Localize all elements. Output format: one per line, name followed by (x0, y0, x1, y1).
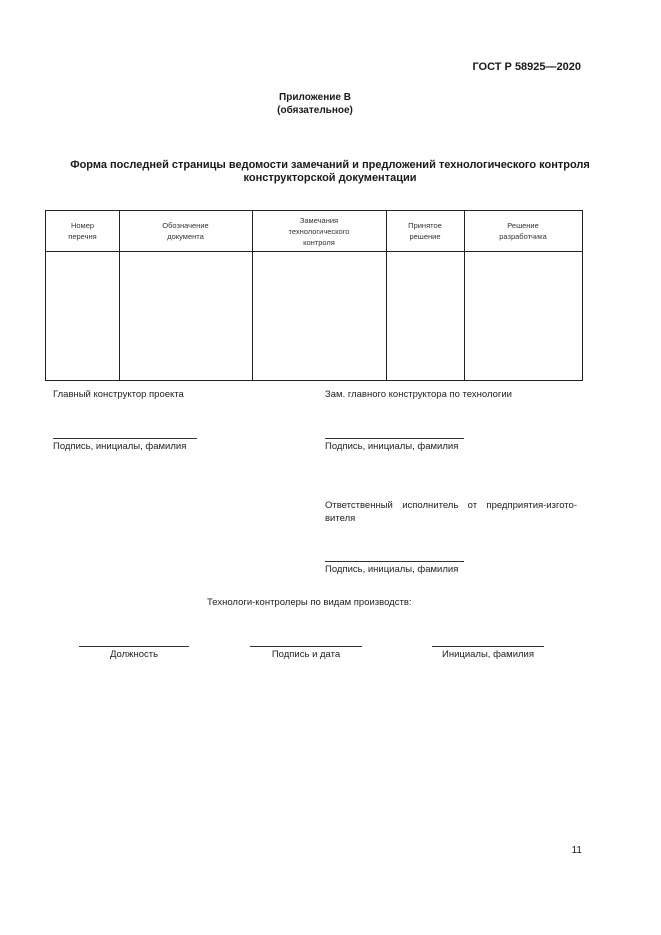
standard-number: ГОСТ Р 58925—2020 (472, 61, 581, 73)
chief-designer-caption: Подпись, инициалы, фамилия (53, 441, 187, 452)
signature-line (325, 438, 464, 439)
table-header-cell: Решение разработчика (499, 221, 547, 241)
table-header-cell: Обозначение документа (162, 221, 209, 241)
signature-line (53, 438, 197, 439)
position-caption: Должность (109, 649, 159, 660)
form-title-line-2: конструкторской документации (243, 172, 417, 184)
controllers-label: Технологи-контролеры по видам производств: (207, 597, 412, 608)
signature-line (250, 646, 362, 647)
deputy-designer-label: Зам. главного конструктора по технологии (325, 389, 512, 400)
deputy-designer-caption: Подпись, инициалы, фамилия (325, 441, 459, 452)
table-header-cell: Принятое решение (408, 221, 442, 241)
appendix-status: (обязательное) (277, 105, 353, 116)
name-caption: Инициалы, фамилия (442, 649, 534, 660)
executor-caption: Подпись, инициалы, фамилия (325, 564, 459, 575)
appendix-title: Приложение В (279, 92, 351, 103)
signature-line (79, 646, 189, 647)
chief-designer-label: Главный конструктор проекта (53, 389, 184, 400)
appendix-heading (215, 91, 415, 117)
table-header-cell: Замечания технологического контроля (288, 215, 350, 247)
executor-label-line-1: Ответственный исполнитель от предприятия-изгото- (325, 500, 577, 511)
signature-line (432, 646, 544, 647)
signature-line (325, 561, 464, 562)
page-number: 11 (571, 845, 582, 856)
table-header-cell: Номер перечня (68, 221, 97, 241)
executor-label-line-2: вителя (325, 513, 356, 524)
header-divider (46, 251, 582, 252)
remarks-table (45, 210, 583, 381)
signature-date-caption: Подпись и дата (271, 649, 341, 660)
form-title (40, 159, 620, 185)
form-title-line-1: Форма последней страницы ведомости замечаний и предложений технологического контроля (70, 159, 590, 171)
